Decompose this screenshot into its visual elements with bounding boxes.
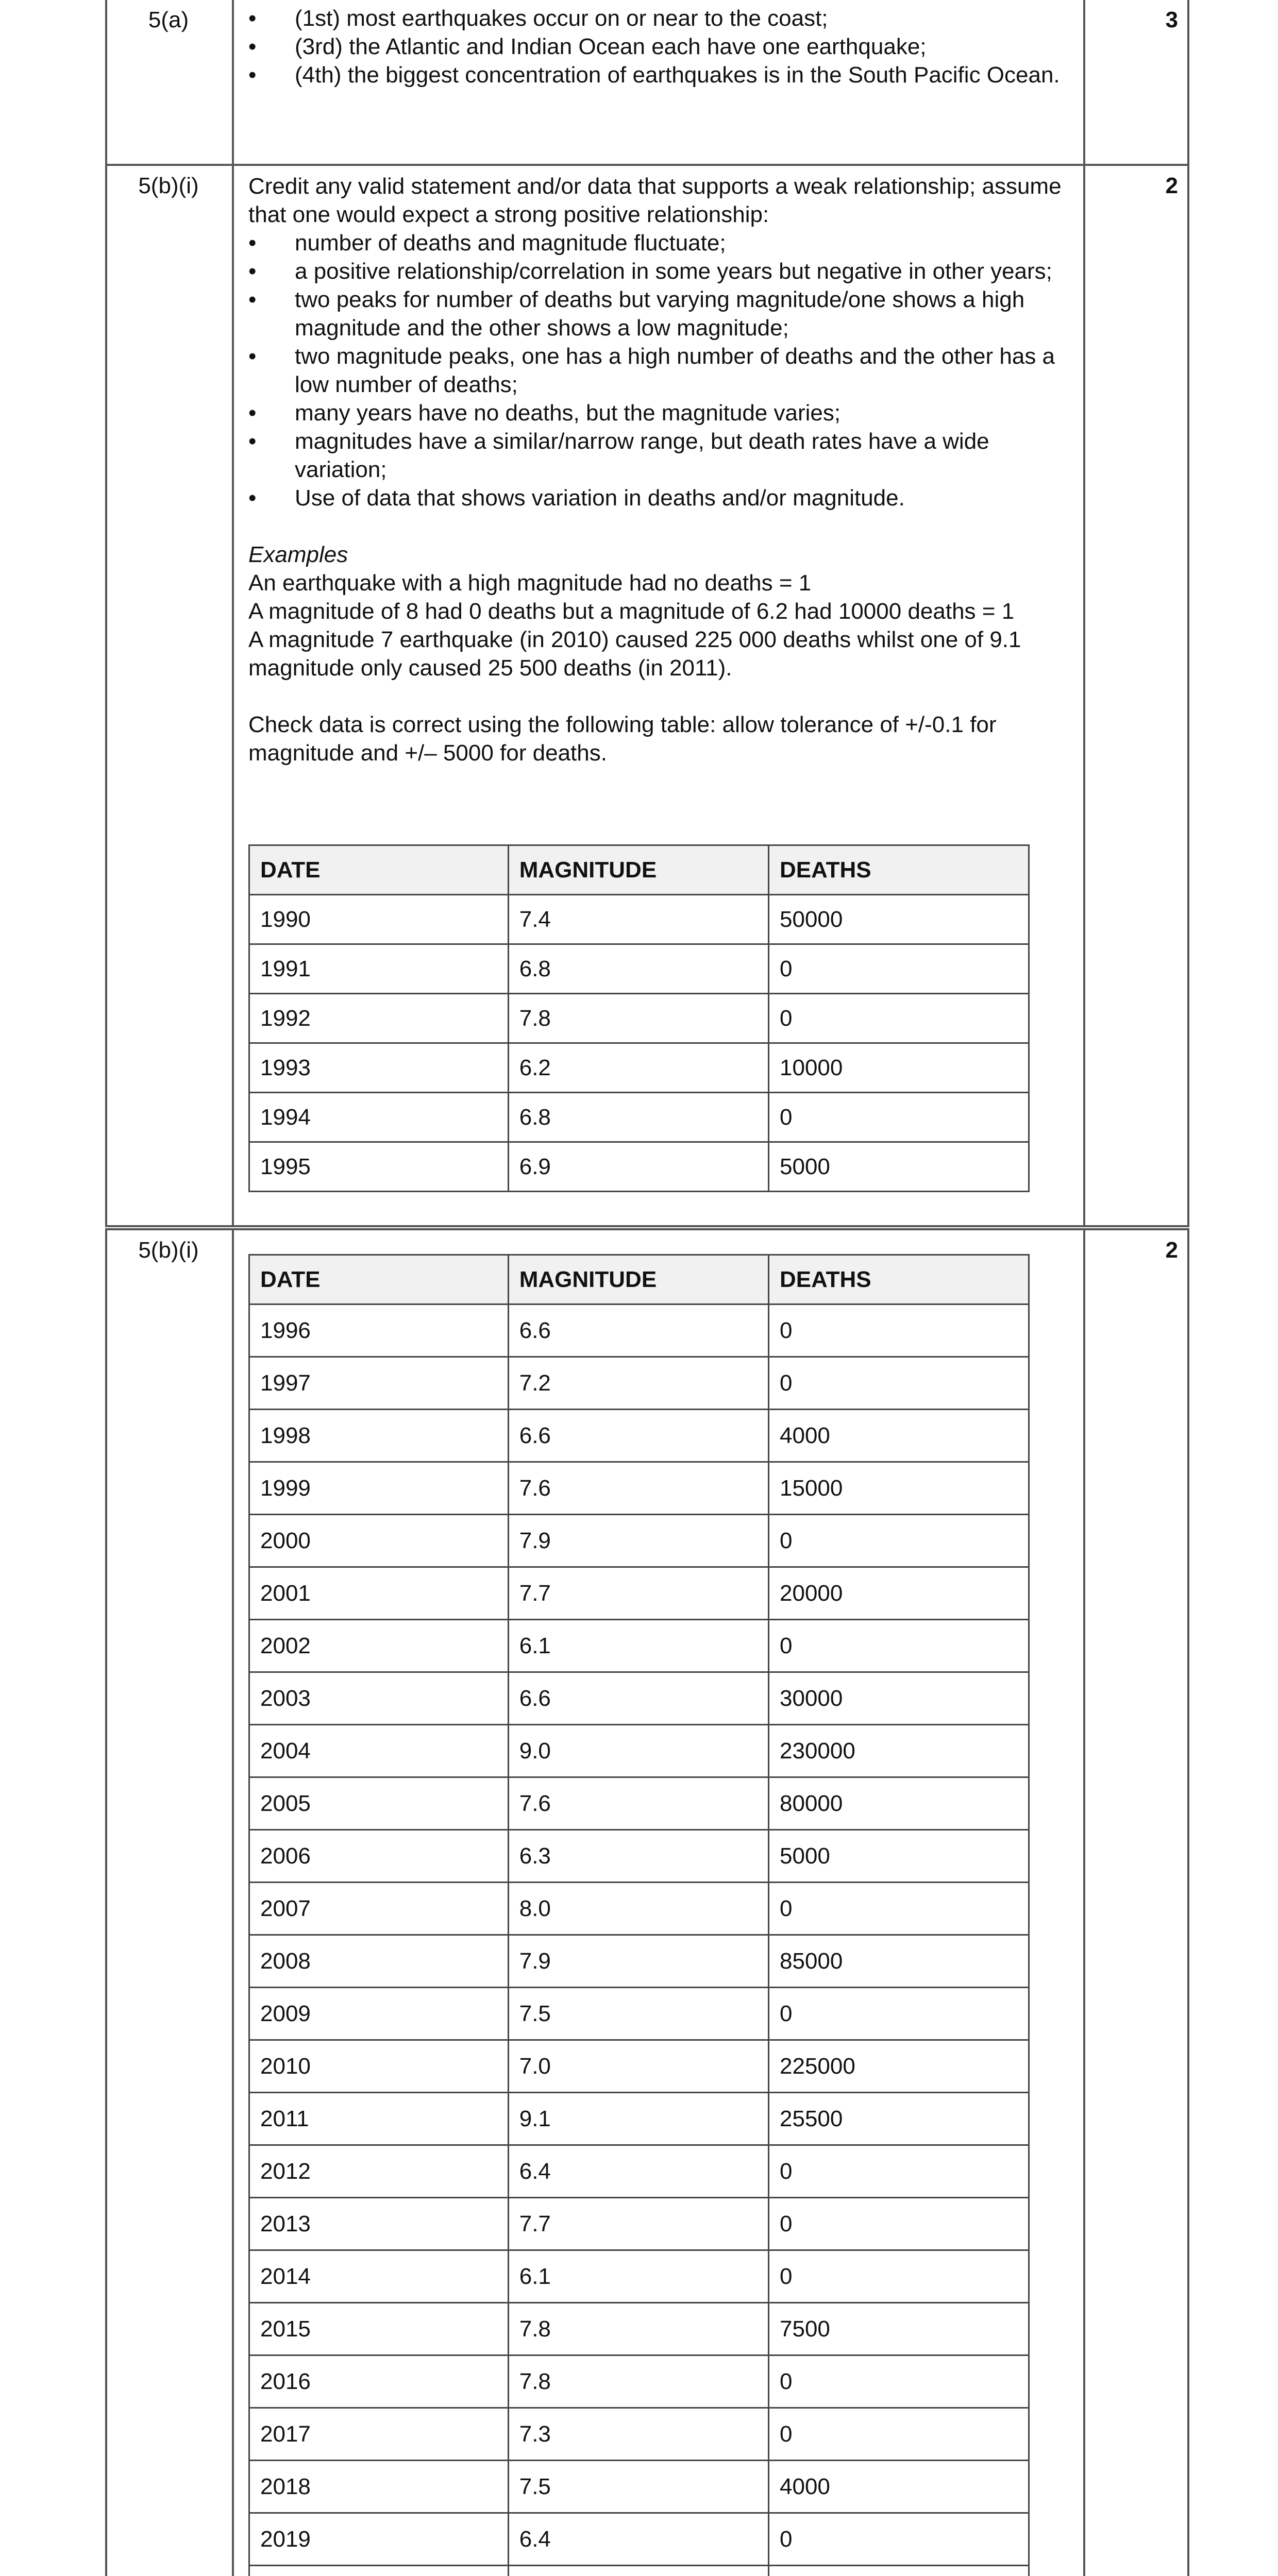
cell-deaths: 0	[769, 1093, 1029, 1142]
cell-deaths	[769, 2566, 1029, 2576]
cell-deaths: 10000	[769, 1043, 1029, 1093]
cell-deaths: 4000	[769, 1410, 1029, 1462]
table-row	[249, 1043, 1029, 1093]
cell-magnitude: 6.6	[508, 1410, 768, 1462]
cell-date: 2000	[249, 1515, 509, 1567]
bullet-item: • magnitudes have a similar/narrow range, but death rates have a wide variation;	[248, 427, 1072, 484]
question-number: 5(a)	[148, 7, 189, 32]
cell-magnitude: 6.2	[508, 1043, 768, 1093]
table-row	[249, 2566, 1029, 2576]
cell-deaths: 5000	[769, 1142, 1029, 1192]
cell-deaths: 0	[769, 2198, 1029, 2250]
cell-deaths: 225000	[769, 2040, 1029, 2093]
cell-date: 2015	[249, 2303, 509, 2355]
cell-deaths: 0	[769, 2145, 1029, 2198]
cell-date: 2004	[249, 1725, 509, 1777]
question-cell	[105, 1230, 234, 2576]
example-line: An earthquake with a high magnitude had no deaths = 1	[248, 570, 812, 596]
header-deaths: DEATHS	[769, 845, 1029, 895]
answer-bullets	[248, 229, 1072, 512]
mark-value: 2	[1165, 173, 1178, 198]
cell-date	[249, 2566, 509, 2576]
cell-deaths: 0	[769, 1883, 1029, 1935]
cell-magnitude: 9.0	[508, 1725, 768, 1777]
table-row	[249, 1142, 1029, 1192]
cell-deaths: 0	[769, 2408, 1029, 2461]
row-5a	[105, 0, 1189, 164]
table-row	[249, 1304, 1029, 1357]
header-deaths: DEATHS	[769, 1255, 1029, 1304]
cell-date: 1991	[249, 944, 509, 994]
cell-magnitude	[508, 2566, 768, 2576]
cell-magnitude: 7.9	[508, 1935, 768, 1988]
cell-date: 1994	[249, 1093, 509, 1142]
table-row	[249, 1515, 1029, 1567]
cell-date: 2002	[249, 1620, 509, 1672]
cell-date: 2007	[249, 1883, 509, 1935]
cell-date: 2005	[249, 1777, 509, 1830]
cell-deaths: 20000	[769, 1567, 1029, 1620]
table-row	[249, 2145, 1029, 2198]
cell-magnitude: 9.1	[508, 2093, 768, 2145]
cell-deaths: 0	[769, 944, 1029, 994]
bullet-item: • Use of data that shows variation in deaths and/or magnitude.	[248, 484, 1072, 512]
cell-deaths: 230000	[769, 1725, 1029, 1777]
question-cell	[105, 166, 234, 1226]
cell-magnitude: 6.6	[508, 1304, 768, 1357]
table-row	[249, 1357, 1029, 1410]
table-row	[249, 2303, 1029, 2355]
cell-deaths: 50000	[769, 895, 1029, 944]
cell-date: 1993	[249, 1043, 509, 1093]
cell-date: 2018	[249, 2461, 509, 2513]
table-row	[249, 2355, 1029, 2408]
bullet-item: • many years have no deaths, but the magnitude varies;	[248, 399, 1072, 427]
cell-date: 2006	[249, 1830, 509, 1883]
table-row	[249, 1988, 1029, 2040]
table-row	[249, 2408, 1029, 2461]
table-row	[249, 1777, 1029, 1830]
cell-deaths: 0	[769, 2513, 1029, 2566]
cell-magnitude: 7.5	[508, 2461, 768, 2513]
table-row	[249, 2093, 1029, 2145]
cell-date: 1992	[249, 994, 509, 1043]
table-row	[249, 944, 1029, 994]
cell-magnitude: 7.8	[508, 994, 768, 1043]
bullet-item: • (3rd) the Atlantic and Indian Ocean each have one earthquake;	[248, 32, 1072, 61]
table-row	[249, 994, 1029, 1043]
bullet-item: • (4th) the biggest concentration of earthquakes is in the South Pacific Ocean.	[248, 61, 1072, 89]
cell-deaths: 80000	[769, 1777, 1029, 1830]
cell-deaths: 0	[769, 2250, 1029, 2303]
cell-date: 2009	[249, 1988, 509, 2040]
table-row	[249, 2461, 1029, 2513]
table-body	[249, 1304, 1029, 2576]
cell-magnitude: 8.0	[508, 1883, 768, 1935]
cell-magnitude: 7.8	[508, 2355, 768, 2408]
cell-date: 2016	[249, 2355, 509, 2408]
cell-deaths: 30000	[769, 1672, 1029, 1725]
table-row	[249, 1935, 1029, 1988]
table-row	[249, 2250, 1029, 2303]
cell-magnitude: 7.9	[508, 1515, 768, 1567]
cell-magnitude: 6.3	[508, 1830, 768, 1883]
answer-cell	[234, 166, 1085, 1226]
cell-magnitude: 6.8	[508, 944, 768, 994]
cell-magnitude: 6.1	[508, 1620, 768, 1672]
table-header-row	[249, 845, 1029, 895]
answer-cell	[234, 0, 1085, 164]
cell-magnitude: 7.7	[508, 1567, 768, 1620]
bullet-item: • (1st) most earthquakes occur on or near to the coast;	[248, 4, 1072, 32]
cell-magnitude: 6.4	[508, 2513, 768, 2566]
cell-date: 2019	[249, 2513, 509, 2566]
answer-bullets	[248, 4, 1072, 89]
table-row	[249, 2040, 1029, 2093]
cell-magnitude: 7.4	[508, 895, 768, 944]
example-line: A magnitude 7 earthquake (in 2010) caused 225 000 deaths whilst one of 9.1 magnitude only caused 25 500 deaths (in 2011).	[248, 627, 1021, 681]
table-row	[249, 1093, 1029, 1142]
table-row	[249, 2198, 1029, 2250]
mark-value: 2	[1165, 1238, 1178, 1263]
marks-cell	[1085, 1230, 1189, 2576]
examples-heading: Examples	[248, 542, 348, 567]
cell-deaths: 0	[769, 994, 1029, 1043]
cell-date: 2011	[249, 2093, 509, 2145]
cell-date: 2012	[249, 2145, 509, 2198]
table-row	[249, 1620, 1029, 1672]
cell-date: 2014	[249, 2250, 509, 2303]
table-row	[249, 1462, 1029, 1515]
cell-deaths: 5000	[769, 1830, 1029, 1883]
cell-date: 1998	[249, 1410, 509, 1462]
table-row	[249, 1725, 1029, 1777]
cell-deaths: 0	[769, 1304, 1029, 1357]
cell-date: 1996	[249, 1304, 509, 1357]
cell-deaths: 0	[769, 1988, 1029, 2040]
table-row	[249, 1672, 1029, 1725]
cell-magnitude: 7.5	[508, 1988, 768, 2040]
cell-magnitude: 7.3	[508, 2408, 768, 2461]
mark-value: 3	[1165, 7, 1178, 32]
cell-deaths: 0	[769, 1620, 1029, 1672]
cell-date: 2001	[249, 1567, 509, 1620]
cell-magnitude: 7.2	[508, 1357, 768, 1410]
cell-magnitude: 7.6	[508, 1777, 768, 1830]
cell-magnitude: 6.1	[508, 2250, 768, 2303]
question-cell	[105, 0, 234, 164]
bullet-item: • two peaks for number of deaths but varying magnitude/one shows a high magnitude and the other shows a low magnitude;	[248, 285, 1072, 342]
question-number: 5(b)(i)	[138, 173, 199, 198]
cell-deaths: 4000	[769, 2461, 1029, 2513]
table-row	[249, 1830, 1029, 1883]
table-row	[249, 1567, 1029, 1620]
cell-magnitude: 7.0	[508, 2040, 768, 2093]
cell-deaths: 0	[769, 1515, 1029, 1567]
header-magnitude: MAGNITUDE	[508, 1255, 768, 1304]
table-body	[249, 895, 1029, 1192]
cell-date: 2003	[249, 1672, 509, 1725]
credit-intro: Credit any valid statement and/or data that supports a weak relationship; assume that one would expect a strong positive relationship:	[248, 174, 1062, 227]
check-note: Check data is correct using the following table: allow tolerance of +/-0.1 for magnitude and +/– 5000 for deaths.	[248, 712, 997, 766]
cell-date: 1990	[249, 895, 509, 944]
data-table	[248, 1254, 1030, 2576]
cell-magnitude: 6.8	[508, 1093, 768, 1142]
header-magnitude: MAGNITUDE	[508, 845, 768, 895]
cell-date: 1999	[249, 1462, 509, 1515]
marks-cell	[1085, 166, 1189, 1226]
example-line: A magnitude of 8 had 0 deaths but a magnitude of 6.2 had 10000 deaths = 1	[248, 599, 1015, 624]
cell-deaths: 85000	[769, 1935, 1029, 1988]
bullet-item: • number of deaths and magnitude fluctuate;	[248, 229, 1072, 257]
header-date: DATE	[249, 845, 509, 895]
data-table	[248, 844, 1030, 1192]
cell-date: 2017	[249, 2408, 509, 2461]
cell-magnitude: 7.8	[508, 2303, 768, 2355]
table-header-row	[249, 1255, 1029, 1304]
cell-deaths: 15000	[769, 1462, 1029, 1515]
cell-date: 2010	[249, 2040, 509, 2093]
bullet-item: • a positive relationship/correlation in some years but negative in other years;	[248, 257, 1072, 285]
cell-deaths: 7500	[769, 2303, 1029, 2355]
cell-date: 2013	[249, 2198, 509, 2250]
cell-deaths: 0	[769, 1357, 1029, 1410]
cell-magnitude: 7.6	[508, 1462, 768, 1515]
cell-date: 2008	[249, 1935, 509, 1988]
answer-cell	[234, 1230, 1085, 2576]
cell-magnitude: 6.6	[508, 1672, 768, 1725]
cell-date: 1997	[249, 1357, 509, 1410]
row-5bi-part1	[105, 166, 1189, 1226]
cell-deaths: 25500	[769, 2093, 1029, 2145]
table-row	[249, 2513, 1029, 2566]
cell-deaths: 0	[769, 2355, 1029, 2408]
cell-date: 1995	[249, 1142, 509, 1192]
row-5bi-part2	[105, 1230, 1189, 2576]
table-row	[249, 1883, 1029, 1935]
cell-magnitude: 7.7	[508, 2198, 768, 2250]
header-date: DATE	[249, 1255, 509, 1304]
marks-cell	[1085, 0, 1189, 164]
page-break-divider	[105, 1225, 1189, 1230]
bullet-item: • two magnitude peaks, one has a high number of deaths and the other has a low number of deaths;	[248, 342, 1072, 399]
table-row	[249, 895, 1029, 944]
cell-magnitude: 6.9	[508, 1142, 768, 1192]
question-number: 5(b)(i)	[138, 1238, 199, 1263]
cell-magnitude: 6.4	[508, 2145, 768, 2198]
table-row	[249, 1410, 1029, 1462]
